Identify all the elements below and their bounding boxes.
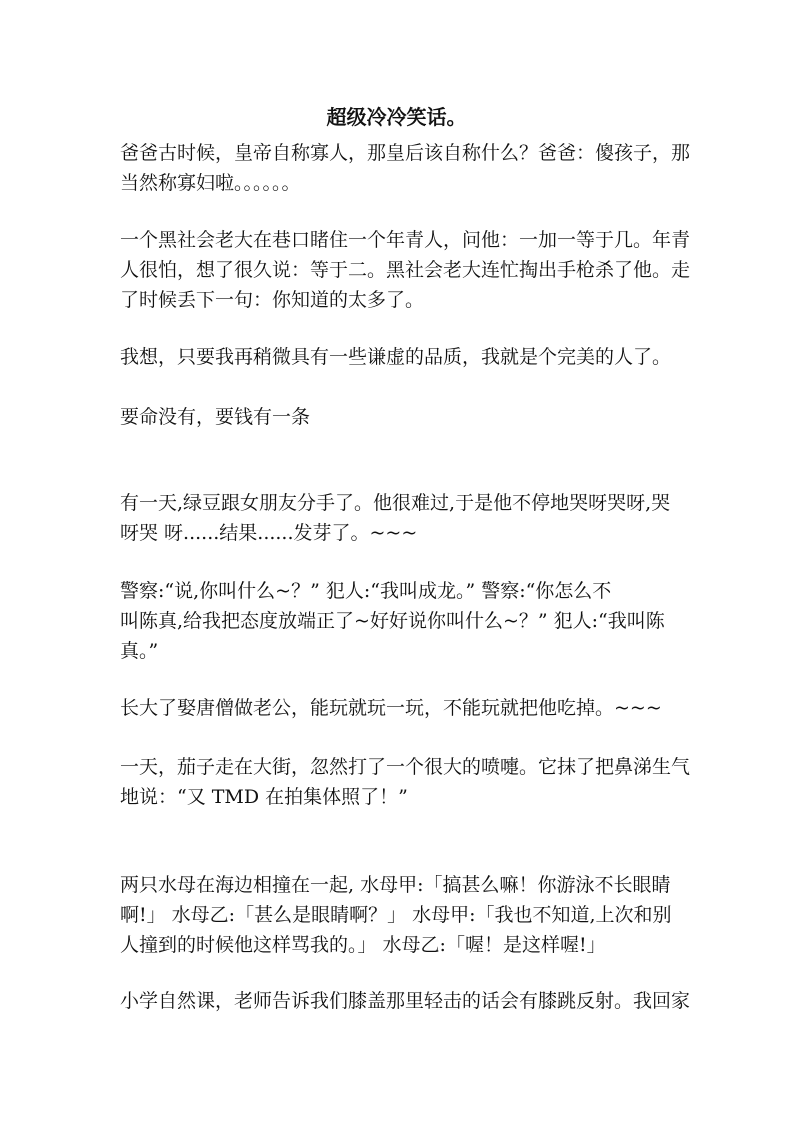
text-line: 我想，只要我再稍微具有一些谦虚的品质，我就是个完美的人了。 <box>120 346 672 368</box>
text-line: 长大了娶唐僧做老公，能玩就玩一玩，不能玩就把他吃掉。~~~ <box>120 697 662 719</box>
text-line: 当然称寡妇啦。。。。。。 <box>120 172 301 194</box>
text-line: 爸爸古时候，皇帝自称寡人，那皇后该自称什么？爸爸：傻孩子，那 <box>120 142 691 164</box>
paragraph-8 <box>120 752 691 812</box>
text-line: 地说：“又 TMD 在拍集体照了！” <box>120 786 408 808</box>
text-line: 了时候丢下一句：你知道的太多了。 <box>120 289 425 311</box>
paragraph-10 <box>120 986 691 1016</box>
paragraph-9 <box>120 870 678 960</box>
text-line: 一个黑社会老大在巷口睹住一个年青人，问他：一加一等于几。年青 <box>120 229 691 251</box>
paragraph-1 <box>120 138 691 198</box>
text-line: 要命没有，要钱有一条 <box>120 406 311 428</box>
paragraph-4 <box>120 402 678 432</box>
text-line: 一天，茄子走在大街，忽然打了一个很大的喷嚏。它抹了把鼻涕生气 <box>120 756 691 778</box>
text-line: 小学自然课，老师告诉我们膝盖那里轻击的话会有膝跳反射。我回家 <box>120 990 691 1012</box>
text-line: 叫陈真,给我把态度放端正了~好好说你叫什么~？” 犯人:“我叫陈 <box>120 610 665 632</box>
paragraph-5 <box>120 488 678 548</box>
document-title: 超级冷冷笑话。 <box>326 105 467 129</box>
text-line: 人撞到的时候他这样骂我的。」 水母乙:「喔！是这样喔!」 <box>120 934 606 956</box>
paragraph-7 <box>120 693 678 723</box>
text-line: 呀哭 呀......结果......发芽了。~~~ <box>120 522 418 544</box>
text-line: 真。” <box>120 640 159 662</box>
paragraph-2 <box>120 225 691 315</box>
text-line: 两只水母在海边相撞在一起, 水母甲:「搞甚么嘛！你游泳不长眼睛 <box>120 874 671 896</box>
paragraph-6 <box>120 576 678 666</box>
paragraph-3 <box>120 342 678 372</box>
text-line: 人很怕，想了很久说：等于二。黑社会老大连忙掏出手枪杀了他。走 <box>120 259 691 281</box>
text-line: 警察:“说,你叫什么~？” 犯人:“我叫成龙。” 警察:“你怎么不 <box>120 580 612 602</box>
text-line: 有一天,绿豆跟女朋友分手了。他很难过,于是他不停地哭呀哭呀,哭 <box>120 492 671 514</box>
text-line: 啊!」 水母乙:「甚么是眼睛啊？」 水母甲:「我也不知道,上次和别 <box>120 904 672 926</box>
